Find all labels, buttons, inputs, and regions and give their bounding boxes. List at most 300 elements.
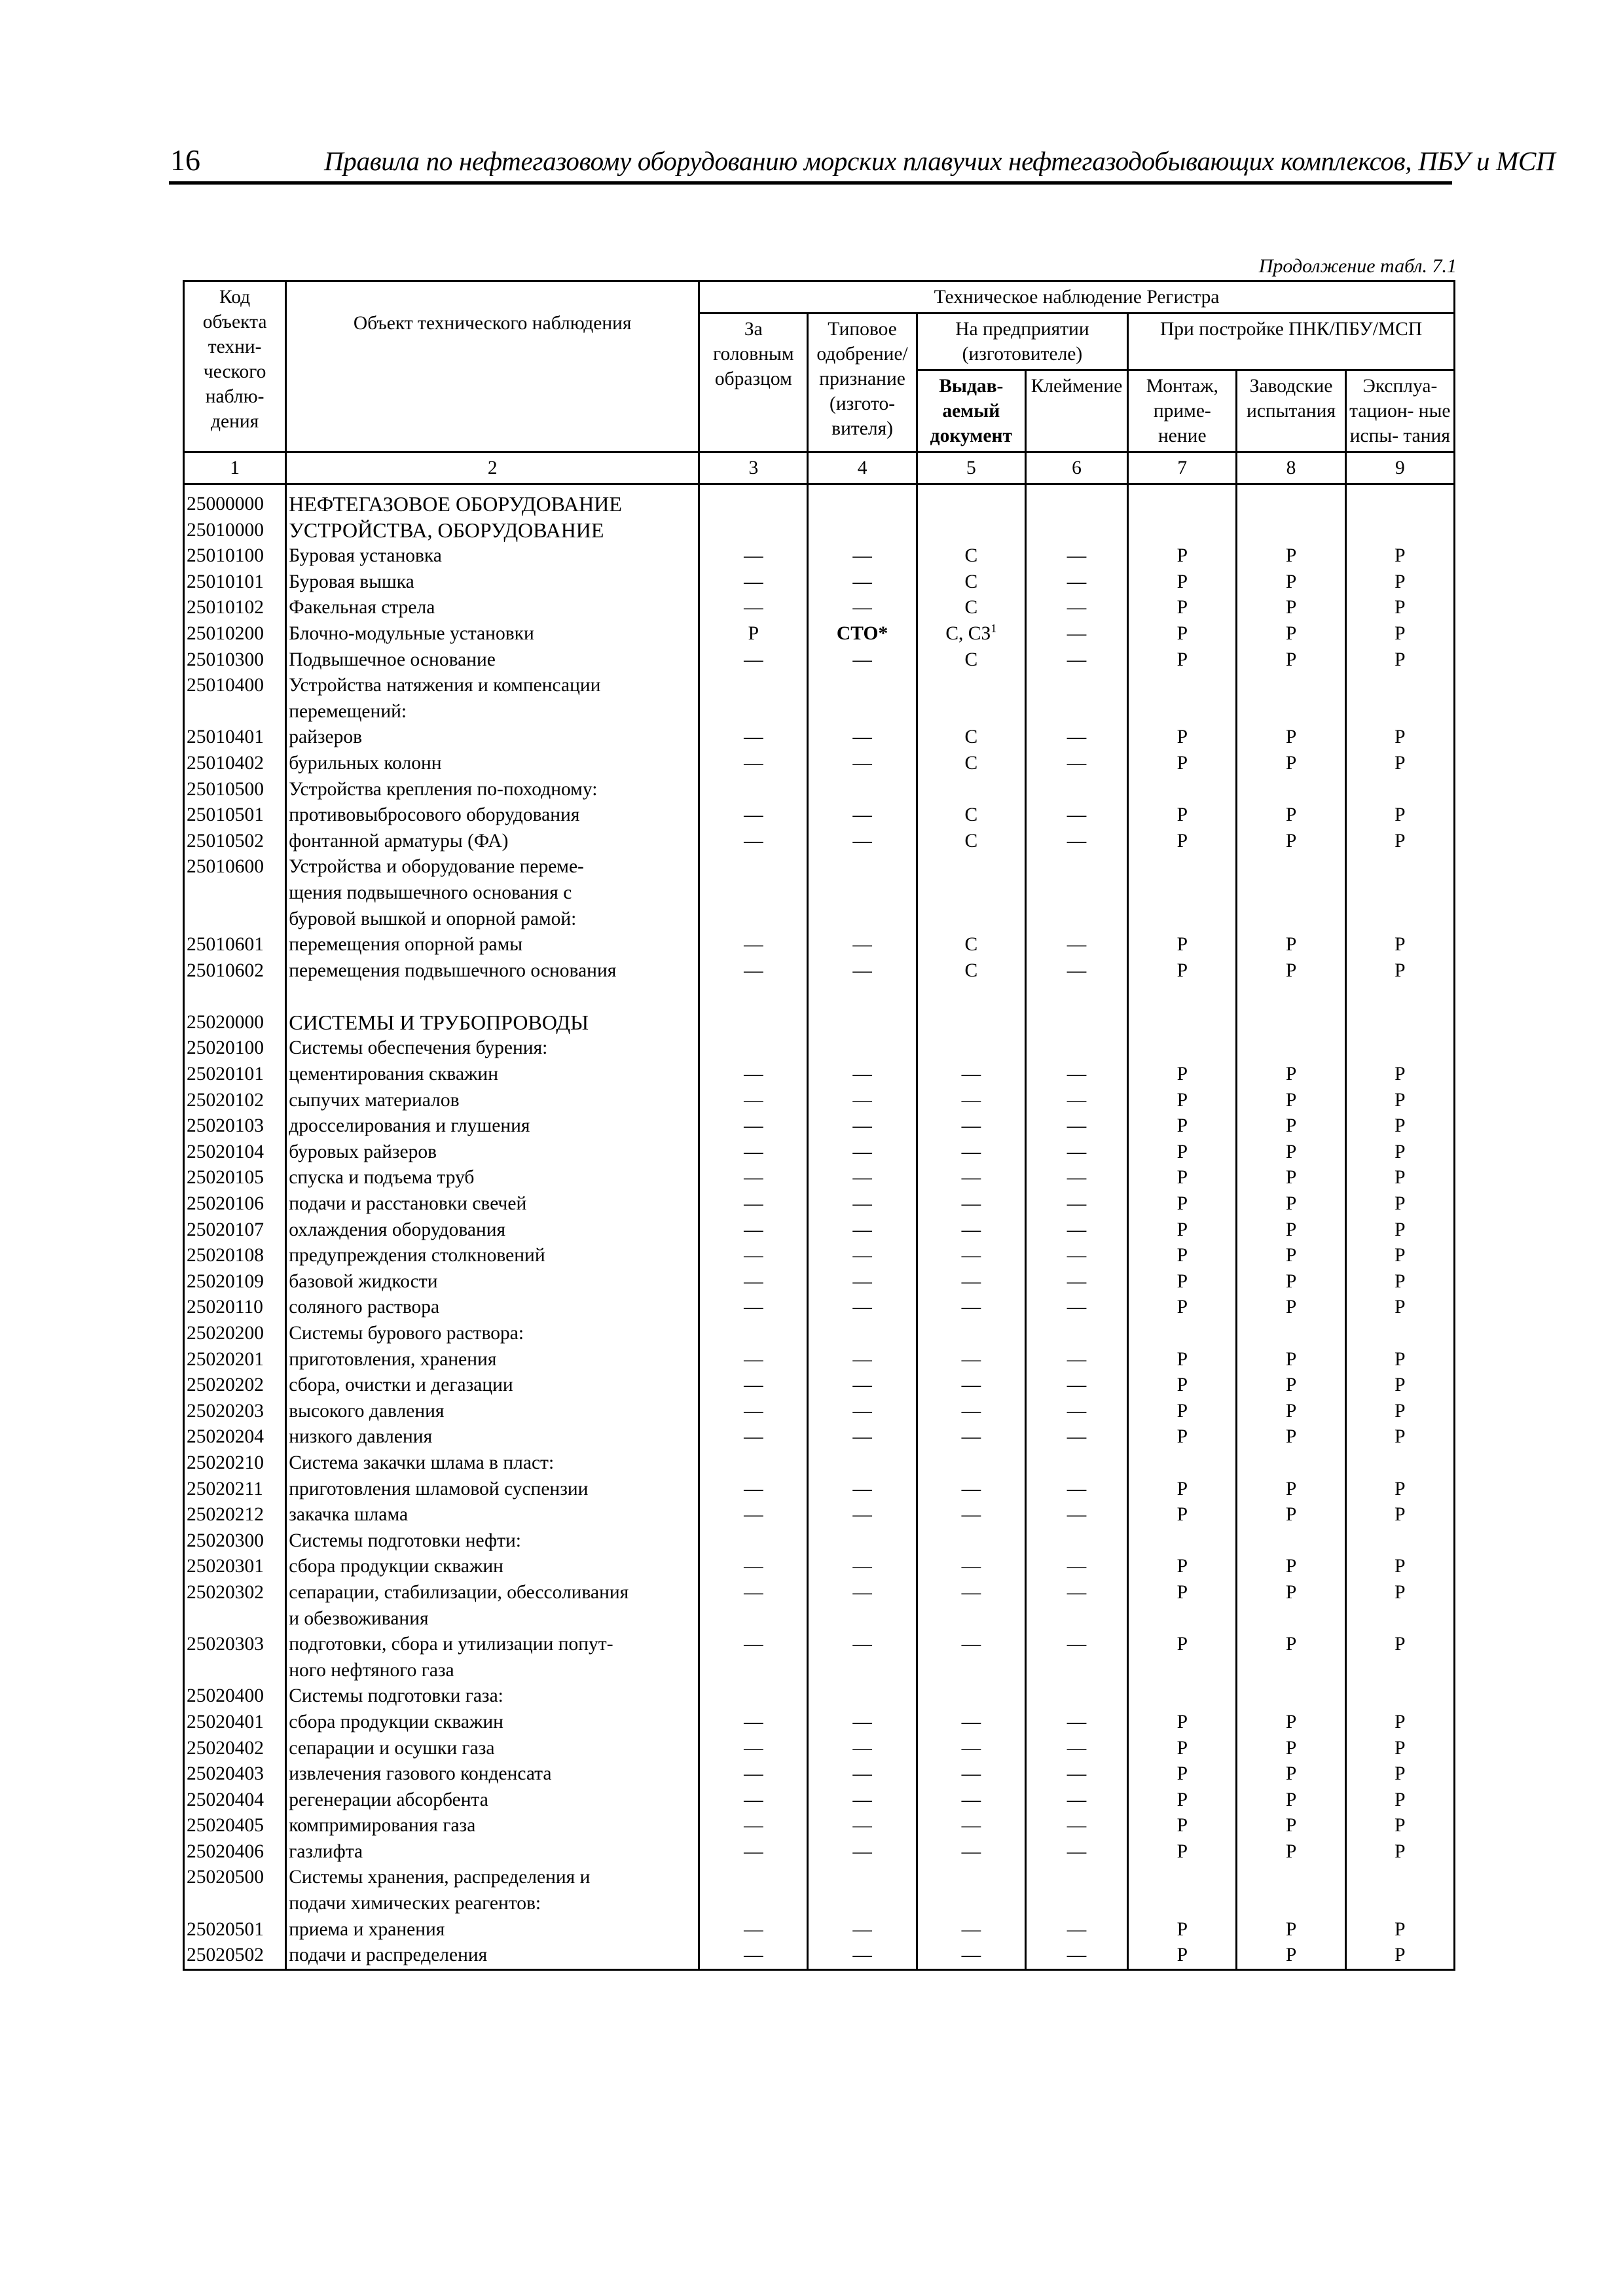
supervision-cell (1128, 1787, 1237, 1814)
supervision-cell (1025, 1165, 1127, 1191)
supervision-cell (1345, 1580, 1454, 1606)
object-name: СИСТЕМЫ И ТРУБОПРОВОДЫ (286, 1010, 699, 1036)
supervision-value: Р (1285, 1064, 1297, 1085)
supervision-value: — (1067, 1089, 1087, 1111)
table-row (184, 484, 1455, 518)
object-code: 25020501 (184, 1917, 286, 1943)
supervision-value: — (852, 1504, 872, 1526)
supervision-value: — (852, 1297, 872, 1318)
supervision-cell (1345, 1399, 1454, 1425)
supervision-value: Р (1395, 649, 1406, 670)
supervision-cell (1128, 880, 1237, 906)
supervision-value: Р (1176, 1581, 1188, 1603)
supervision-value: Р (1285, 1840, 1297, 1862)
supervision-cell (1025, 1217, 1127, 1244)
supervision-cell (1025, 1243, 1127, 1269)
supervision-cell (808, 569, 917, 596)
supervision-value: Р (1285, 1504, 1297, 1526)
object-name: Системы подготовки нефти: (286, 1528, 699, 1554)
supervision-cell (808, 673, 917, 699)
supervision-value: Р (1285, 1089, 1297, 1111)
object-code: 25020110 (184, 1295, 286, 1321)
supervision-cell (1025, 1554, 1127, 1580)
supervision-value: Р (1285, 649, 1297, 670)
object-name: приготовления шламовой суспензии (286, 1477, 699, 1503)
object-code: 25010402 (184, 751, 286, 777)
supervision-value: Р (1176, 934, 1188, 956)
supervision-value: — (852, 1711, 872, 1732)
supervision-cell (1128, 1295, 1237, 1321)
supervision-cell (699, 1528, 808, 1554)
supervision-cell (699, 1554, 808, 1580)
supervision-cell (917, 647, 1025, 673)
object-code: 25020204 (184, 1424, 286, 1450)
supervision-cell (1025, 518, 1127, 544)
supervision-cell (699, 595, 808, 621)
supervision-value: Р (1395, 545, 1406, 567)
supervision-cell (808, 647, 917, 673)
supervision-cell (699, 1477, 808, 1503)
supervision-value: — (1067, 830, 1087, 852)
object-name: буровой вышкой и опорной рамой: (286, 906, 699, 933)
supervision-value: — (852, 1115, 872, 1137)
supervision-value: — (744, 934, 763, 956)
table-row (184, 1113, 1455, 1139)
supervision-cell (1025, 1139, 1127, 1166)
supervision-cell (1237, 1113, 1345, 1139)
supervision-value: Р (1176, 571, 1188, 592)
object-name: компримирования газа (286, 1813, 699, 1839)
supervision-cell (1345, 1269, 1454, 1295)
supervision-value: — (1067, 649, 1087, 670)
object-name: охлаждения оборудования (286, 1217, 699, 1244)
supervision-cell (1025, 906, 1127, 933)
supervision-value: — (852, 597, 872, 619)
supervision-cell (699, 958, 808, 984)
supervision-cell (1345, 1477, 1454, 1503)
supervision-value: — (744, 1426, 763, 1448)
supervision-cell (917, 958, 1025, 984)
table-row (184, 1658, 1455, 1684)
supervision-value: Р (1176, 804, 1188, 826)
supervision-cell (1128, 1450, 1237, 1477)
supervision-cell (1345, 1347, 1454, 1373)
supervision-value: — (1067, 1918, 1087, 1940)
table-row (184, 1165, 1455, 1191)
table-row (184, 1865, 1455, 1891)
table-row (184, 1632, 1455, 1658)
supervision-value: Р (1395, 1478, 1406, 1499)
supervision-value: — (961, 1711, 981, 1732)
supervision-table (183, 280, 1455, 1971)
supervision-cell (1025, 854, 1127, 880)
supervision-value: — (852, 1918, 872, 1940)
supervision-cell (699, 880, 808, 906)
table-row (184, 1424, 1455, 1450)
supervision-cell (1128, 621, 1237, 647)
supervision-cell (699, 984, 808, 1010)
table-body (184, 484, 1455, 1970)
supervision-value: Р (1395, 960, 1406, 981)
supervision-cell (699, 1580, 808, 1606)
supervision-value: — (852, 1245, 872, 1266)
supervision-value: — (744, 1504, 763, 1526)
supervision-value: — (852, 1840, 872, 1862)
supervision-value: — (852, 1348, 872, 1370)
object-name: ного нефтяного газа (286, 1658, 699, 1684)
supervision-value: Р (1176, 1763, 1188, 1785)
supervision-cell (1128, 1165, 1237, 1191)
supervision-cell (1128, 725, 1237, 751)
supervision-cell (1025, 1891, 1127, 1917)
supervision-cell (1237, 699, 1345, 725)
supervision-value: Р (1285, 726, 1297, 748)
object-name: подачи и расстановки свечей (286, 1191, 699, 1217)
column-number: 6 (1025, 452, 1127, 484)
object-name: спуска и подъема труб (286, 1165, 699, 1191)
supervision-cell (699, 1606, 808, 1632)
header-prototype: За головным образцом (699, 314, 808, 452)
supervision-cell (917, 518, 1025, 544)
supervision-cell (1128, 777, 1237, 803)
supervision-cell (699, 621, 808, 647)
supervision-cell (1025, 1710, 1127, 1736)
supervision-cell (917, 1450, 1025, 1477)
object-code: 25020106 (184, 1191, 286, 1217)
supervision-cell (1025, 1632, 1127, 1658)
table-row (184, 1399, 1455, 1425)
supervision-value: — (744, 649, 763, 670)
supervision-cell (917, 1528, 1025, 1554)
supervision-value: — (852, 1945, 872, 1966)
supervision-cell (1237, 1683, 1345, 1710)
table-row (184, 699, 1455, 725)
object-code (184, 880, 286, 906)
supervision-cell (699, 1399, 808, 1425)
supervision-cell (917, 725, 1025, 751)
supervision-cell (1128, 1321, 1237, 1347)
supervision-value: Р (1176, 1245, 1188, 1266)
object-name: Системы подготовки газа: (286, 1683, 699, 1710)
supervision-value: — (961, 1297, 981, 1318)
supervision-cell (917, 1736, 1025, 1762)
supervision-value: — (1067, 1219, 1087, 1240)
supervision-cell (917, 1424, 1025, 1450)
object-name: сбора, очистки и дегазации (286, 1372, 699, 1399)
supervision-cell (1345, 1917, 1454, 1943)
supervision-cell (808, 1761, 917, 1787)
supervision-cell (1128, 1113, 1237, 1139)
table-row (184, 543, 1455, 569)
supervision-cell (1237, 880, 1345, 906)
object-code: 25020403 (184, 1761, 286, 1787)
supervision-cell (917, 1839, 1025, 1865)
supervision-value: — (852, 830, 872, 852)
supervision-cell (1128, 1683, 1237, 1710)
supervision-cell (1345, 1450, 1454, 1477)
table-row (184, 595, 1455, 621)
object-code: 25010602 (184, 958, 286, 984)
supervision-cell (917, 1165, 1025, 1191)
supervision-value: — (1067, 1400, 1087, 1422)
supervision-value: — (1067, 1245, 1087, 1266)
supervision-cell (1128, 932, 1237, 958)
supervision-value: — (744, 1219, 763, 1240)
supervision-cell (1345, 1062, 1454, 1088)
object-name: сыпучих материалов (286, 1088, 699, 1114)
supervision-cell (699, 1658, 808, 1684)
supervision-cell (1237, 1321, 1345, 1347)
supervision-cell (1128, 751, 1237, 777)
object-name: цементирования скважин (286, 1062, 699, 1088)
supervision-value: Р (1176, 1737, 1188, 1759)
supervision-cell (1237, 518, 1345, 544)
supervision-value: — (744, 1089, 763, 1111)
supervision-cell (917, 1580, 1025, 1606)
supervision-cell (1025, 802, 1127, 829)
table-row (184, 1580, 1455, 1606)
object-code (184, 906, 286, 933)
supervision-cell (808, 1632, 917, 1658)
column-number: 8 (1237, 452, 1345, 484)
supervision-cell (1345, 621, 1454, 647)
supervision-value: Р (1176, 1089, 1188, 1111)
supervision-value: — (1067, 1711, 1087, 1732)
supervision-value: — (744, 1193, 763, 1215)
object-code: 25020402 (184, 1736, 286, 1762)
table-row (184, 1321, 1455, 1347)
supervision-cell (1025, 725, 1127, 751)
object-code: 25020104 (184, 1139, 286, 1166)
supervision-cell (1237, 1347, 1345, 1373)
supervision-cell (1345, 1658, 1454, 1684)
supervision-cell (1025, 1787, 1127, 1814)
supervision-value: — (961, 1115, 981, 1137)
supervision-cell (1025, 1010, 1127, 1036)
object-code: 25020101 (184, 1062, 286, 1088)
supervision-value: — (744, 1789, 763, 1810)
object-name: Системы хранения, распределения и (286, 1865, 699, 1891)
table-row (184, 1347, 1455, 1373)
supervision-value: Р (1176, 1426, 1188, 1448)
supervision-value: — (852, 1219, 872, 1240)
supervision-cell (917, 1943, 1025, 1969)
supervision-value: — (744, 1064, 763, 1085)
supervision-value: — (744, 1141, 763, 1162)
supervision-cell (1237, 1424, 1345, 1450)
supervision-value: — (852, 1581, 872, 1603)
supervision-cell (1237, 647, 1345, 673)
supervision-cell (1128, 958, 1237, 984)
supervision-cell (699, 1683, 808, 1710)
supervision-cell (808, 1658, 917, 1684)
supervision-cell (917, 984, 1025, 1010)
column-number: 2 (286, 452, 699, 484)
supervision-cell (1025, 1372, 1127, 1399)
supervision-cell (1128, 1580, 1237, 1606)
table-row (184, 673, 1455, 699)
running-title: Правила по нефтегазовому оборудованию морских плавучих нефтегазодобывающих комплексов, ПБУ и МСП (324, 146, 1556, 176)
supervision-value: — (961, 1815, 981, 1837)
supervision-cell (808, 958, 917, 984)
object-name: извлечения газового конденсата (286, 1761, 699, 1787)
supervision-cell (699, 647, 808, 673)
supervision-cell (1345, 673, 1454, 699)
object-code (184, 1658, 286, 1684)
supervision-cell (1237, 1632, 1345, 1658)
supervision-cell (917, 1088, 1025, 1114)
supervision-value: Р (1285, 1297, 1297, 1318)
supervision-cell (1128, 1502, 1237, 1528)
supervision-value: Р (1395, 830, 1406, 852)
supervision-cell (1237, 932, 1345, 958)
supervision-value: Р (1395, 752, 1406, 774)
supervision-value: Р (1285, 1426, 1297, 1448)
supervision-value: С (964, 804, 978, 826)
supervision-cell (1345, 1321, 1454, 1347)
supervision-value: — (852, 726, 872, 748)
supervision-cell (917, 1217, 1025, 1244)
supervision-cell (1237, 1372, 1345, 1399)
supervision-value: Р (1176, 1064, 1188, 1085)
supervision-value: Р (1395, 1089, 1406, 1111)
supervision-cell (808, 699, 917, 725)
supervision-cell (1128, 1010, 1237, 1036)
supervision-cell (808, 1683, 917, 1710)
supervision-value: — (744, 597, 763, 619)
table-row (184, 777, 1455, 803)
supervision-cell (1128, 1269, 1237, 1295)
supervision-cell (1128, 829, 1237, 855)
supervision-cell (1237, 621, 1345, 647)
column-number: 7 (1128, 452, 1237, 484)
supervision-cell (1128, 1191, 1237, 1217)
supervision-cell (808, 829, 917, 855)
supervision-value: — (1067, 1581, 1087, 1603)
supervision-value: — (1067, 1270, 1087, 1292)
supervision-cell (1128, 1399, 1237, 1425)
supervision-value: Р (1285, 1711, 1297, 1732)
supervision-cell (1128, 484, 1237, 518)
supervision-cell (808, 1399, 917, 1425)
supervision-cell (1128, 1736, 1237, 1762)
supervision-value: Р (1176, 1504, 1188, 1526)
table-row (184, 1606, 1455, 1632)
object-code: 25010600 (184, 854, 286, 880)
supervision-cell (917, 1321, 1025, 1347)
supervision-value: — (1067, 1478, 1087, 1499)
supervision-cell (1237, 1943, 1345, 1969)
supervision-cell (1025, 1943, 1127, 1969)
supervision-cell (1025, 751, 1127, 777)
object-name: подготовки, сбора и утилизации попут- (286, 1632, 699, 1658)
supervision-cell (917, 854, 1025, 880)
supervision-cell (1237, 1191, 1345, 1217)
supervision-cell (699, 1891, 808, 1917)
supervision-value: Р (1285, 1400, 1297, 1422)
supervision-cell (1025, 1450, 1127, 1477)
supervision-value: — (852, 1193, 872, 1215)
supervision-cell (699, 1761, 808, 1787)
supervision-value: Р (1285, 1634, 1297, 1655)
table-row (184, 1891, 1455, 1917)
object-name: регенерации абсорбента (286, 1787, 699, 1814)
supervision-cell (1345, 543, 1454, 569)
supervision-cell (1237, 725, 1345, 751)
supervision-value: Р (1395, 726, 1406, 748)
column-number: 9 (1345, 452, 1454, 484)
supervision-value: Р (1176, 1556, 1188, 1577)
supervision-cell (1345, 1683, 1454, 1710)
supervision-value: — (1067, 1634, 1087, 1655)
supervision-value: Р (1395, 1400, 1406, 1422)
supervision-value: — (961, 1426, 981, 1448)
supervision-value: — (1067, 622, 1087, 644)
supervision-cell (1345, 1736, 1454, 1762)
supervision-cell (1345, 569, 1454, 596)
supervision-value: С (964, 934, 978, 956)
supervision-cell (699, 1917, 808, 1943)
object-code: 25020201 (184, 1347, 286, 1373)
supervision-cell (1128, 1217, 1237, 1244)
supervision-cell (1025, 569, 1127, 596)
supervision-cell (1237, 1528, 1345, 1554)
supervision-value: С (964, 830, 978, 852)
supervision-cell (917, 1243, 1025, 1269)
supervision-cell (1237, 1502, 1345, 1528)
supervision-cell (1025, 1088, 1127, 1114)
supervision-value: — (852, 1737, 872, 1759)
supervision-value: — (961, 1840, 981, 1862)
supervision-cell (1128, 1528, 1237, 1554)
supervision-cell (1025, 1295, 1127, 1321)
object-name: Системы бурового раствора: (286, 1321, 699, 1347)
supervision-value: — (744, 1245, 763, 1266)
supervision-value: — (744, 726, 763, 748)
supervision-cell (1345, 518, 1454, 544)
supervision-cell (1025, 595, 1127, 621)
supervision-cell (808, 1243, 917, 1269)
supervision-value: — (744, 804, 763, 826)
supervision-value: Р (1395, 1141, 1406, 1162)
supervision-value: Р (1285, 1348, 1297, 1370)
object-name: Устройства крепления по-походному: (286, 777, 699, 803)
table-row (184, 1502, 1455, 1528)
supervision-cell (917, 1010, 1025, 1036)
supervision-value: — (852, 804, 872, 826)
supervision-value: Р (1176, 1945, 1188, 1966)
supervision-cell (808, 1217, 917, 1244)
supervision-cell (699, 673, 808, 699)
supervision-cell (1025, 484, 1127, 518)
object-code: 25010501 (184, 802, 286, 829)
object-name: Устройства и оборудование переме- (286, 854, 699, 880)
supervision-cell (699, 932, 808, 958)
supervision-value: — (852, 1064, 872, 1085)
supervision-value: — (852, 1815, 872, 1837)
supervision-value: — (961, 1581, 981, 1603)
supervision-cell (808, 1736, 917, 1762)
supervision-cell (917, 543, 1025, 569)
supervision-cell (699, 1813, 808, 1839)
supervision-value: Р (1285, 1167, 1297, 1189)
supervision-value: Р (1285, 1374, 1297, 1396)
object-code: 25020000 (184, 1010, 286, 1036)
supervision-value: — (744, 1763, 763, 1785)
supervision-cell (1128, 1943, 1237, 1969)
supervision-cell (1237, 1891, 1345, 1917)
supervision-value: — (1067, 1556, 1087, 1577)
